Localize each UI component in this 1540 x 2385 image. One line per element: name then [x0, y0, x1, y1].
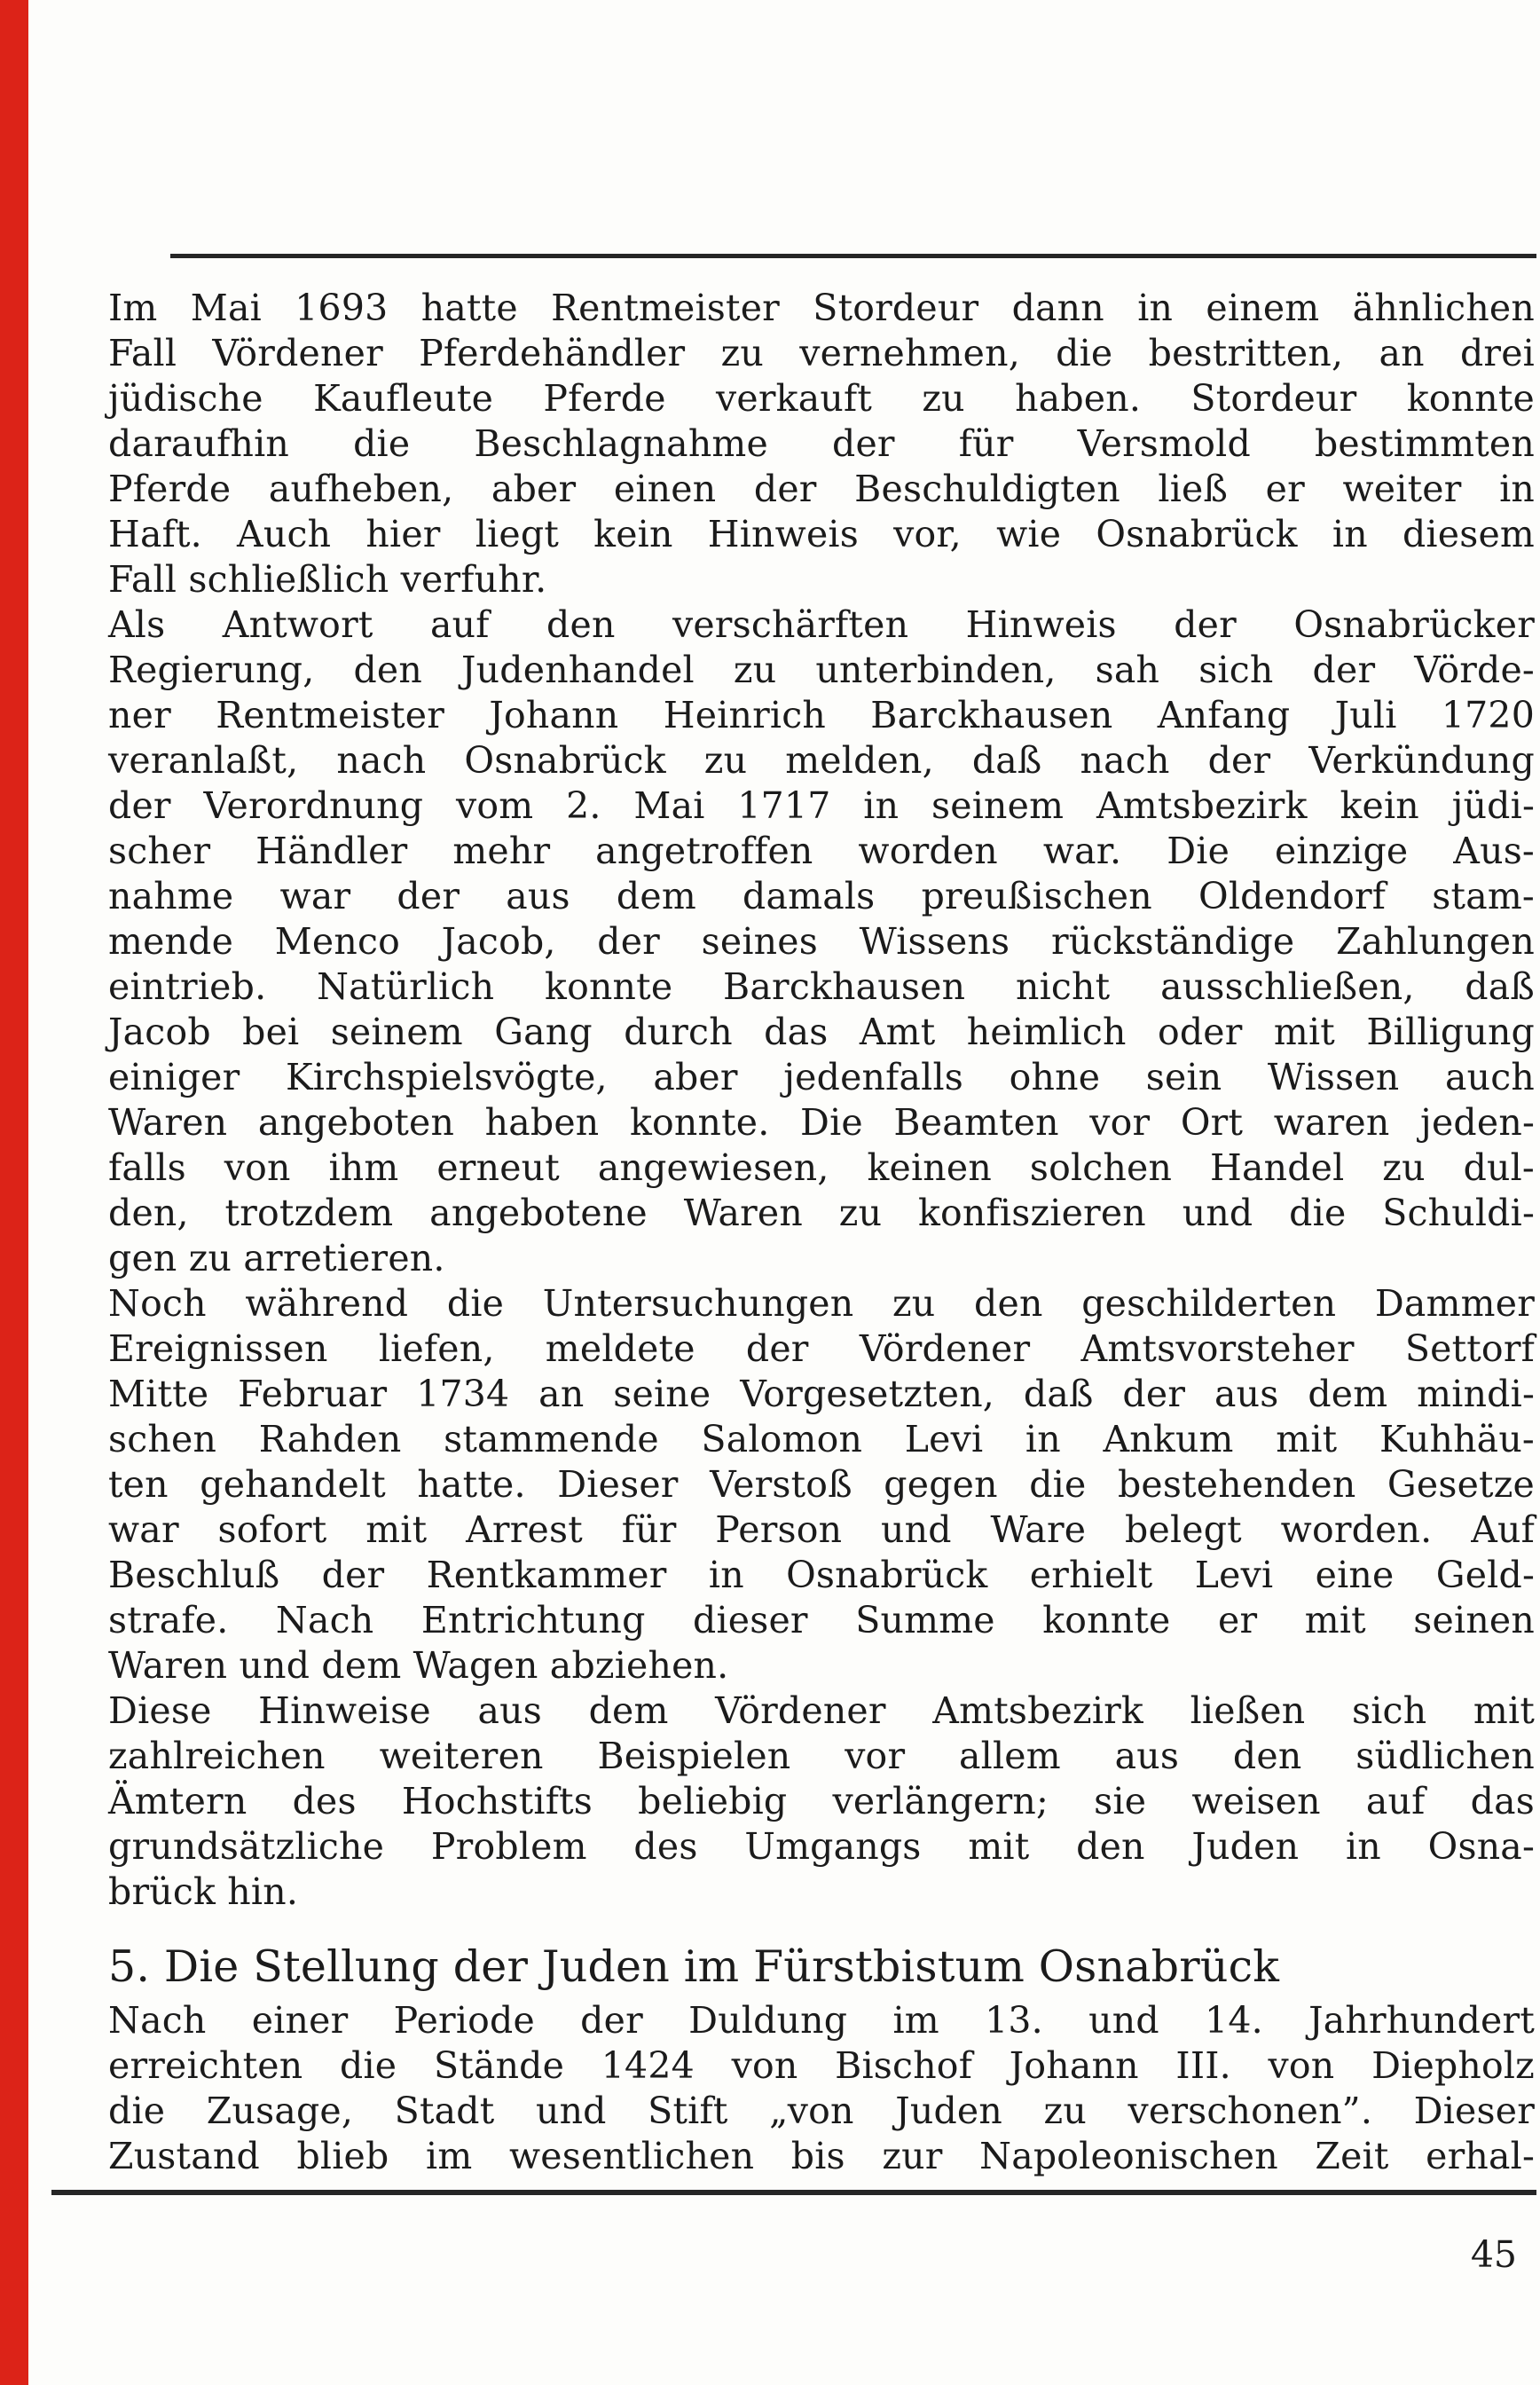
text-line: daraufhin die Beschlagnahme der für Versmold bestimmten — [108, 422, 1535, 465]
text-line: grundsätzliche Problem des Umgangs mit den Juden in Osna- — [108, 1825, 1535, 1868]
page-text-content — [108, 286, 1535, 2179]
text-line: brück hin. — [108, 1870, 299, 1913]
text-line: jüdische Kaufleute Pferde verkauft zu haben. Stordeur konnte — [108, 377, 1535, 420]
text-line: Im Mai 1693 hatte Rentmeister Stordeur dann in einem ähnlichen — [108, 287, 1535, 329]
text-line: Waren und dem Wagen abziehen. — [108, 1644, 729, 1687]
text-line: Nach einer Periode der Duldung im 13. und 14. Jahrhundert — [108, 1999, 1535, 2042]
text-line: ner Rentmeister Johann Heinrich Barckhausen Anfang Juli 1720 — [108, 694, 1535, 736]
section-heading: 5. Die Stellung der Juden im Fürstbistum Osnabrück — [108, 1941, 1280, 1992]
text-line: scher Händler mehr angetroffen worden war. Die einzige Aus- — [108, 830, 1535, 872]
bottom-horizontal-rule — [51, 2190, 1536, 2195]
paragraph — [108, 1281, 1535, 1688]
paragraph — [108, 1998, 1535, 2179]
text-line: Mitte Februar 1734 an seine Vorgesetzten, daß der aus dem mindi- — [108, 1373, 1535, 1415]
text-line: Als Antwort auf den verschärften Hinweis der Osnabrücker — [108, 603, 1535, 646]
text-line: Fall schließlich verfuhr. — [108, 558, 547, 601]
text-line: die Zusage, Stadt und Stift „von Juden zu verschonen”. Dieser — [108, 2090, 1535, 2132]
text-line: eintrieb. Natürlich konnte Barckhausen nicht ausschließen, daß — [108, 965, 1535, 1008]
text-line: Regierung, den Judenhandel zu unterbinden, sah sich der Vörde- — [108, 649, 1535, 691]
text-line: den, trotzdem angebotene Waren zu konfiszieren und die Schuldi- — [108, 1192, 1535, 1234]
text-line: Diese Hinweise aus dem Vördener Amtsbezirk ließen sich mit — [108, 1689, 1535, 1732]
text-line: Ereignissen liefen, meldete der Vördener Amtsvorsteher Settorf — [108, 1327, 1535, 1370]
page-number: 45 — [1470, 2233, 1517, 2276]
text-line: Waren angeboten haben konnte. Die Beamten vor Ort waren jeden- — [108, 1101, 1535, 1144]
text-line: ten gehandelt hatte. Dieser Verstoß gegen die bestehenden Gesetze — [108, 1463, 1535, 1506]
text-line: erreichten die Stände 1424 von Bischof Johann III. von Diepholz — [108, 2044, 1535, 2087]
paragraph — [108, 1688, 1535, 1915]
top-horizontal-rule — [170, 254, 1536, 258]
text-line: Noch während die Untersuchungen zu den geschilderten Dammer — [108, 1282, 1535, 1325]
text-line: war sofort mit Arrest für Person und Ware belegt worden. Auf — [108, 1508, 1535, 1551]
text-line: Beschluß der Rentkammer in Osnabrück erhielt Levi eine Geld- — [108, 1554, 1535, 1596]
text-line: der Verordnung vom 2. Mai 1717 in seinem Amtsbezirk kein jüdi- — [108, 784, 1535, 827]
text-line: Haft. Auch hier liegt kein Hinweis vor, wie Osnabrück in diesem — [108, 513, 1535, 555]
paragraph — [108, 602, 1535, 1281]
text-line: falls von ihm erneut angewiesen, keinen solchen Handel zu dul- — [108, 1146, 1535, 1189]
text-line: nahme war der aus dem damals preußischen Oldendorf stam- — [108, 875, 1535, 917]
text-line: Fall Vördener Pferdehändler zu vernehmen, die bestritten, an drei — [108, 332, 1535, 374]
text-line: mende Menco Jacob, der seines Wissens rückständige Zahlungen — [108, 920, 1535, 963]
paragraph — [108, 286, 1535, 602]
text-line: Jacob bei seinem Gang durch das Amt heimlich oder mit Billigung — [108, 1011, 1535, 1053]
text-line: strafe. Nach Entrichtung dieser Summe konnte er mit seinen — [108, 1599, 1535, 1641]
text-line: zahlreichen weiteren Beispielen vor allem aus den südlichen — [108, 1735, 1535, 1777]
text-line: veranlaßt, nach Osnabrück zu melden, daß nach der Verkündung — [108, 739, 1535, 782]
text-line: Ämtern des Hochstifts beliebig verlängern; sie weisen auf das — [108, 1780, 1535, 1822]
text-line: Zustand blieb im wesentlichen bis zur Napoleonischen Zeit erhal- — [108, 2135, 1535, 2177]
text-line: schen Rahden stammende Salomon Levi in Ankum mit Kuhhäu- — [108, 1418, 1535, 1460]
text-line: gen zu arretieren. — [108, 1237, 445, 1279]
left-edge-red-stripe — [0, 0, 28, 2385]
text-line: einiger Kirchspielsvögte, aber jedenfalls ohne sein Wissen auch — [108, 1056, 1535, 1098]
text-line: Pferde aufheben, aber einen der Beschuldigten ließ er weiter in — [108, 468, 1535, 510]
